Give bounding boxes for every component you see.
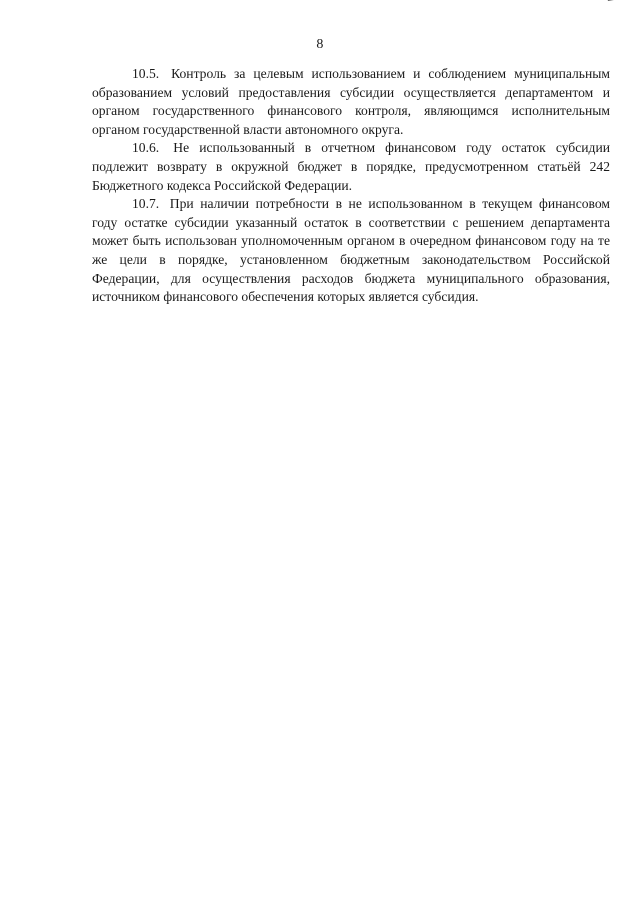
paragraph-text: Контроль за целевым использованием и соблюдением муниципальным образованием условий предоставления субсидии осуществляется департаментом и органом государственного финансового контроля, являющимся исполнительным органом государственной власти автономного округа. — [92, 66, 610, 137]
paragraph-number: 10.7. — [132, 196, 160, 212]
paragraph-text: При наличии потребности в не использованном в текущем финансовом году остатке субсидии указанный остаток в соответствии с решением департамента может быть использован уполномоченным органом в очередном финансовом году на те же цели в порядке, установленном бюджетным законодательством Российской Федерации, для осуществления расходов бюджета муниципального образования, источником финансового обеспечения которых является субсидия. — [92, 196, 610, 305]
paragraph-number: 10.5. — [132, 66, 160, 81]
document-body — [92, 65, 610, 307]
paragraph-number: 10.6. — [132, 140, 160, 156]
corner-pen-mark — [608, 0, 634, 5]
paragraph-text: Не использованный в отчетном финансовом году остаток субсидии подлежит возврату в окружной бюджет в порядке, предусмотренном статьёй 242 Бюджетного кодекса Российской Федерации. — [92, 140, 610, 193]
paragraph-10-6 — [92, 139, 610, 195]
paragraph-10-7 — [92, 195, 610, 307]
page-number: 8 — [316, 37, 324, 52]
paragraph-10-5 — [92, 65, 610, 139]
